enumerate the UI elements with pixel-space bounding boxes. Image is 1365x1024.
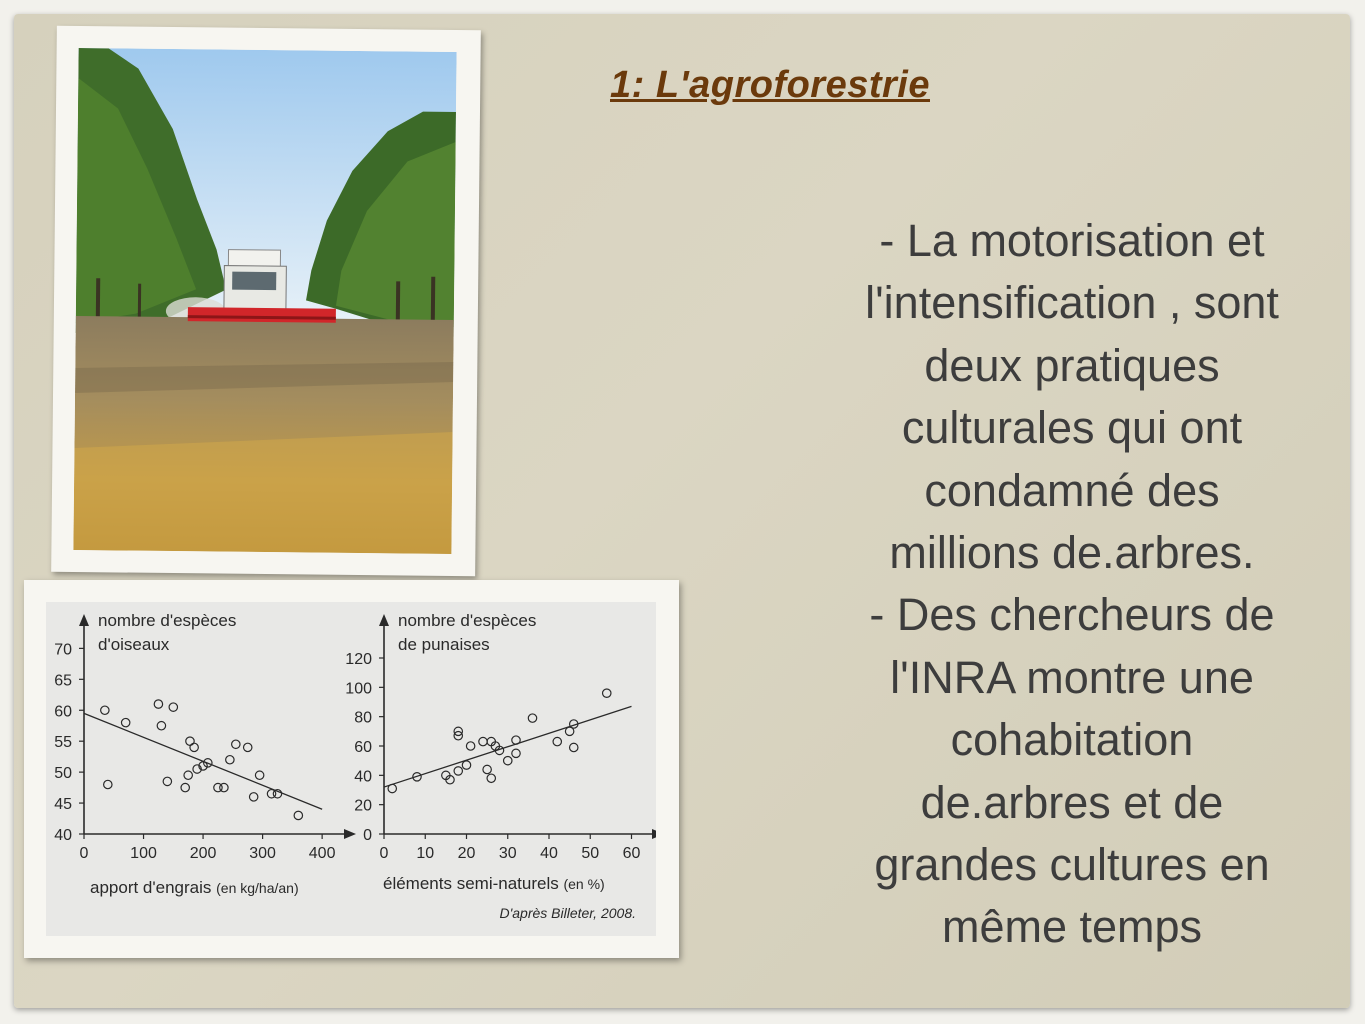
- birds-ylabel-2: d'oiseaux: [98, 635, 170, 654]
- birds-x-tick-label: 300: [249, 845, 276, 862]
- harvester-photo: [73, 48, 456, 554]
- bugs-y-tick-label: 100: [345, 680, 372, 698]
- bugs-y-tick-label: 60: [354, 739, 372, 756]
- bugs-y-tick-label: 120: [345, 651, 372, 668]
- bugs-y-tick-label: 40: [354, 768, 372, 786]
- bugs-x-tick-label: 0: [379, 845, 389, 862]
- birds-y-tick-label: 70: [54, 641, 72, 659]
- birds-xlabel-unit: (en kg/ha/an): [216, 880, 299, 896]
- photo-frame: [51, 26, 481, 576]
- birds-y-tick-label: 40: [54, 827, 72, 844]
- bugs-x-tick-label: 10: [416, 845, 435, 862]
- bugs-ylabel-1: nombre d'espèces: [398, 611, 537, 630]
- bugs-y-tick-label: 0: [363, 827, 372, 844]
- birds-y-tick-label: 45: [54, 796, 72, 814]
- bugs-xlabel: [383, 874, 605, 893]
- bugs-x-tick-label: 30: [498, 845, 517, 862]
- scatter-charts-figure: [46, 602, 656, 936]
- birds-y-tick-label: 55: [54, 734, 72, 752]
- bugs-x-tick-label: 20: [457, 845, 476, 862]
- birds-y-tick-label: 60: [54, 703, 72, 721]
- slide-body-text: - La motorisation et l'intensification , sont deux pratiques culturales qui ont condamné des millions de.arbres. - Des chercheurs de l'INRA montre une cohabitation de.arbres et de grandes cultures en même temps: [865, 215, 1279, 953]
- birds-ylabel-1: nombre d'espèces: [98, 611, 237, 630]
- bugs-xlabel-unit: (en %): [563, 876, 605, 892]
- slide-title: 1: L'agroforestrie: [610, 64, 930, 106]
- birds-x-tick-label: 400: [308, 845, 336, 862]
- bugs-x-arrow: [652, 829, 656, 839]
- bugs-x-tick-label: 40: [540, 845, 558, 862]
- birds-x-tick-label: 200: [189, 845, 217, 862]
- chart-source: D'après Billeter, 2008.: [499, 905, 636, 921]
- birds-x-tick-label: 0: [79, 845, 89, 862]
- bugs-xlabel-main: éléments semi-naturels: [383, 874, 559, 893]
- bugs-x-tick-label: 60: [622, 845, 641, 862]
- bugs-ylabel-2: de punaises: [398, 635, 490, 654]
- wheat-foreground: [73, 428, 452, 554]
- birds-xlabel: [90, 878, 299, 897]
- chart-frame: [24, 580, 679, 958]
- bugs-x-tick-label: 50: [581, 845, 600, 862]
- birds-xlabel-main: apport d'engrais: [90, 878, 212, 897]
- birds-x-tick-label: 100: [130, 845, 157, 862]
- bugs-y-tick-label: 20: [354, 797, 372, 815]
- bugs-y-tick-label: 80: [354, 709, 372, 727]
- birds-y-tick-label: 50: [54, 765, 72, 783]
- birds-y-tick-label: 65: [54, 672, 72, 690]
